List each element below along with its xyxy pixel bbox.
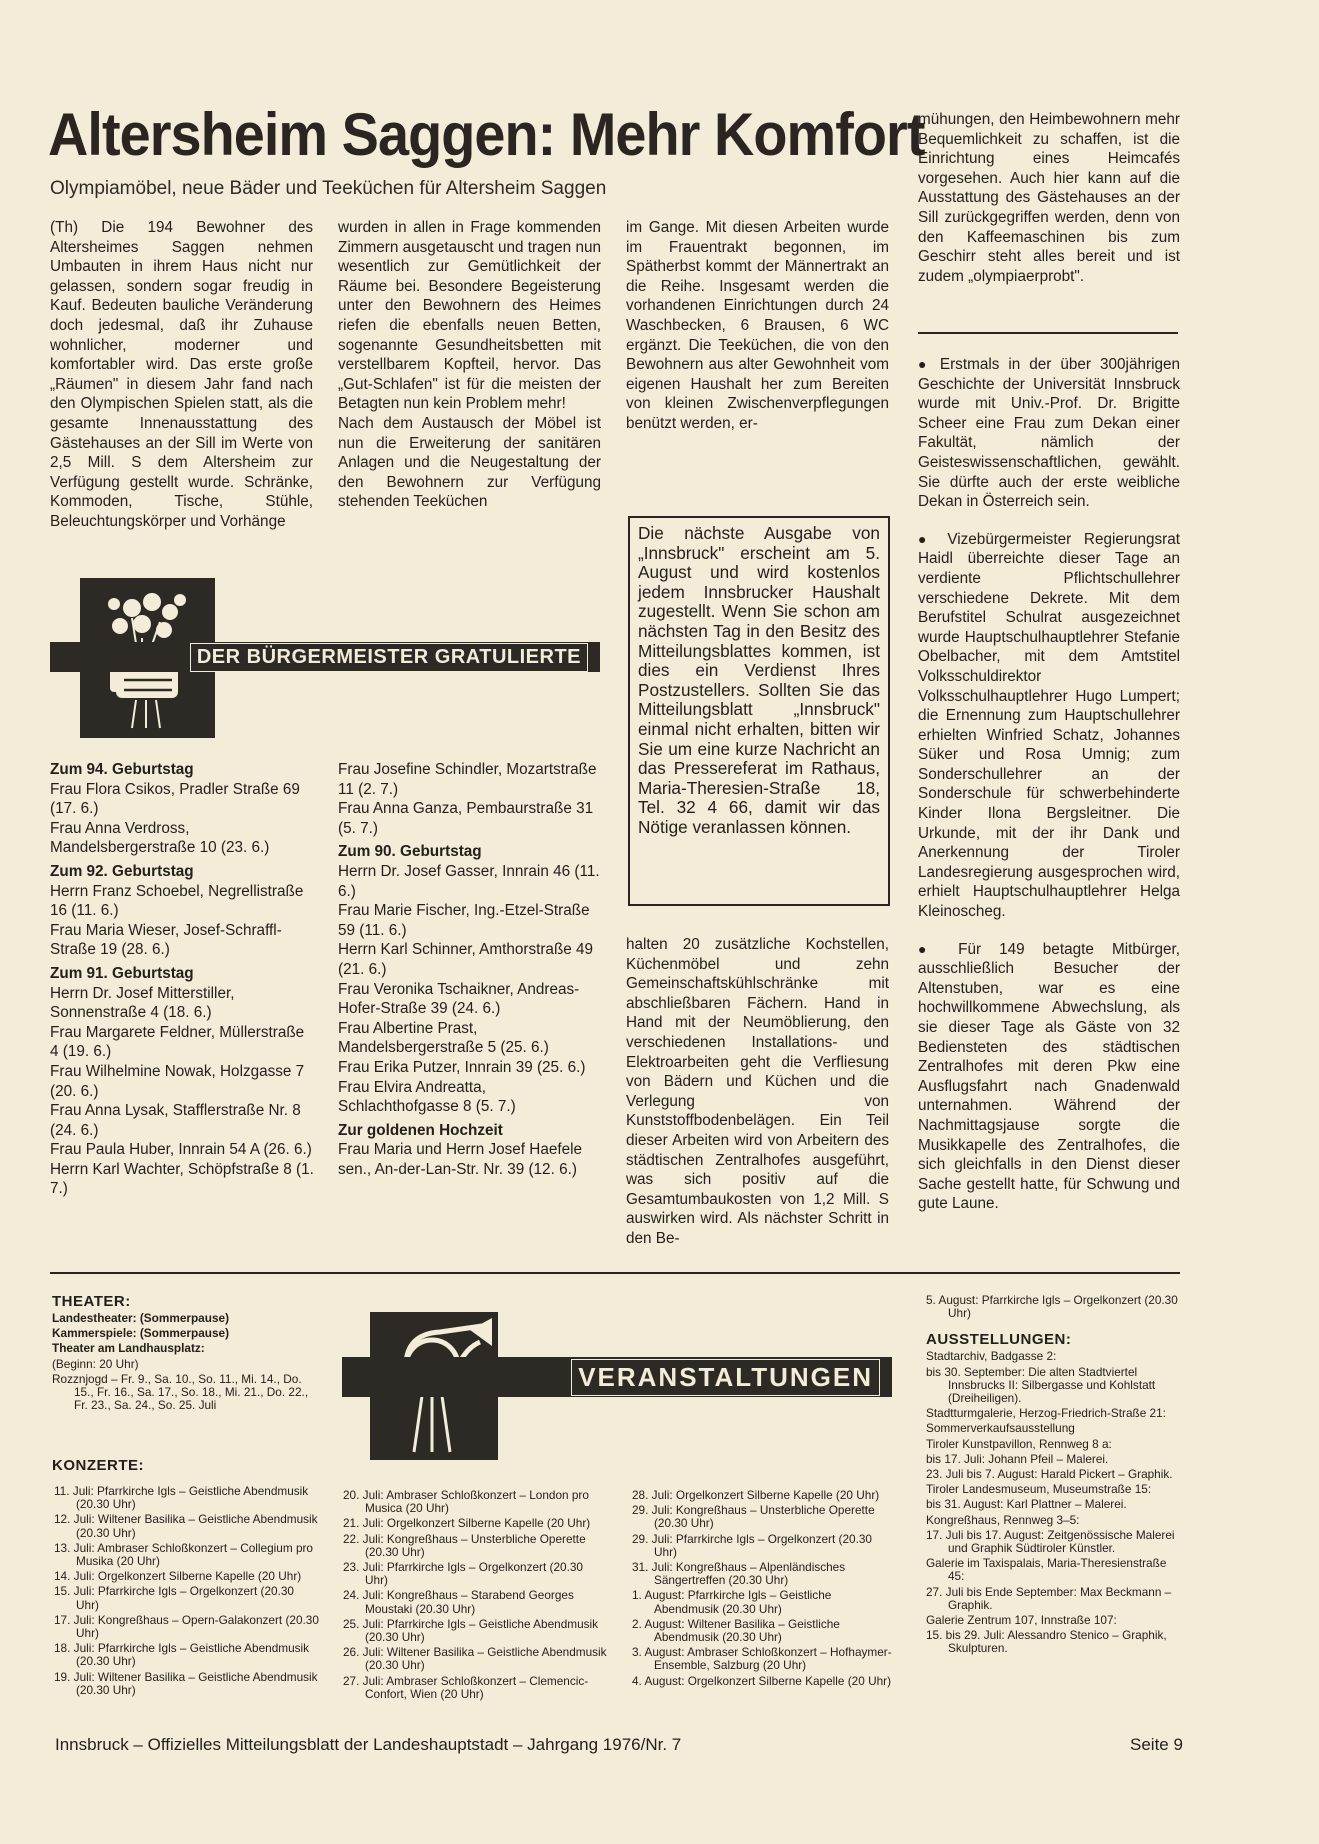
list-item: Frau Albertine Prast, Mandelsbergerstraße 5 (25. 6.) xyxy=(338,1019,549,1057)
event-item: 17. Juli bis 17. August: Zeitgenössische Malerei und Graphik Südtiroler Künstler. xyxy=(926,1527,1175,1556)
bullet-icon: ● xyxy=(918,940,959,957)
event-item: 13. Juli: Ambraser Schloßkonzert – Collegium pro Musika (20 Uhr) xyxy=(54,1540,313,1569)
event-item: Rozznjogd – Fr. 9., Sa. 10., So. 11., Mi. 14., Do. 15., Fr. 16., Sa. 17., So. 18., Mi. 21., Do. 22., Fr. 23., Sa. 24., So. 25. Juli xyxy=(52,1371,309,1413)
event-item: 26. Juli: Wiltener Basilika – Geistliche Abendmusik (20.30 Uhr) xyxy=(343,1645,607,1673)
bullet-icon: ● xyxy=(918,356,940,372)
list-item: Frau Erika Putzer, Innrain 39 (25. 6.) xyxy=(338,1058,586,1076)
events-col-4 xyxy=(926,1294,1182,1658)
subheadline: Olympiamöbel, neue Bäder und Teeküchen für Altersheim Saggen xyxy=(50,178,607,199)
list-heading: Zur goldenen Hochzeit xyxy=(338,1121,503,1139)
event-item: 12. Juli: Wiltener Basilika – Geistliche Abendmusik (20.30 Uhr) xyxy=(54,1512,318,1540)
event-item: 27. Juli bis Ende September: Max Beckmann – Graphik. xyxy=(926,1584,1172,1612)
list-item: Herrn Dr. Josef Gasser, Innrain 46 (11. 6.) xyxy=(338,862,600,900)
list-item: Frau Veronika Tschaikner, Andreas-Hofer-Straße 39 (24. 6.) xyxy=(338,980,580,1018)
footer: Innsbruck – Offizielles Mitteilungsblatt der Landeshauptstadt – Jahrgang 1976/Nr. 7 xyxy=(55,1735,682,1754)
event-item: 31. Juli: Kongreßhaus – Alpenländisches Sängertreffen (20.30 Uhr) xyxy=(632,1560,846,1588)
event-item: Sommerverkaufsausstellung xyxy=(926,1421,1075,1436)
news-item: ● Vizebürgermeister Regierungsrat Haidl überreichte dieser Tage an verdiente Pflichtschullehrer verschiedene Dekrete. Mit dem Berufstitel Schulrat ausgezeichnet wurde Hauptschulhauptlehrer Stefanie Obelbacher, mit dem Amtstitel Volksschuldirektor Volksschulhauptlehrer Hugo Lumpert; die Ernennung zum Hauptschullehrer erhielten Winfried Schatz, Johannes Süker und Rosa Umnig; zum Sonderschullehrer an der Sonderschule für schwerbehinderte Kinder Ilona Bergsleitner. Die Urkunde, mit der ihr Dank und Anerkennung der Tiroler Landesregierung ausgesprochen wird, erhielt Hauptschulhauptlehrer Helga Kleinoscheg. xyxy=(918,530,1180,921)
event-item: Theater am Landhausplatz: xyxy=(52,1341,205,1356)
event-item: 2. August: Wiltener Basilika – Geistliche Abendmusik (20.30 Uhr) xyxy=(632,1616,840,1645)
event-item: 3. August: Ambraser Schloßkonzert – Hofhaymer-Ensemble, Salzburg (20 Uhr) xyxy=(632,1645,892,1673)
list-item: Herrn Karl Schinner, Amthorstraße 49 (21. 6.) xyxy=(338,941,594,978)
article-paragraph: halten 20 zusätzliche Kochstellen, Küchenmöbel und zehn Gemeinschaftskühlschränke mit abschließbaren Fächern. Hand in Hand mit der Neumöblierung, den verschiedenen Installations- und Elektroarbeiten geht die Verfliesung von Bädern und Küchen und die Verlegung von Kunststoffbodenbelägen. Ein Teil dieser Arbeiten wird von Arbeitern des städtischen Zentralhofes ausgeführt, was sich positiv auf die Gesamtumbaukosten von 1,2 Mill. S auswirken wird. Als nächster Schritt in den Be- xyxy=(626,936,889,1247)
divider xyxy=(918,332,1178,334)
gratulation-list-1 xyxy=(50,760,314,1199)
event-item: 23. Juli: Pfarrkirche Igls – Orgelkonzert (20.30 Uhr) xyxy=(343,1560,583,1588)
event-item: Kammerspiele: (Sommerpause) xyxy=(52,1326,230,1341)
article-paragraph: Nach dem Austausch der Möbel ist nun die Erweiterung der sanitären Anlagen und die Neugestaltung der den Bewohnern zur Verfügung stehenden Teeküchen xyxy=(338,414,601,511)
event-item: 28. Juli: Orgelkonzert Silberne Kapelle (20 Uhr) xyxy=(632,1488,880,1502)
article-col-2 xyxy=(338,218,601,512)
event-item: 23. Juli bis 7. August: Harald Pickert – Graphik. xyxy=(926,1467,1173,1482)
list-heading: Zum 90. Geburtstag xyxy=(338,843,482,861)
list-item: Frau Maria Wieser, Josef-Schraffl-Straße 19 (28. 6.) xyxy=(50,921,282,959)
event-item: 21. Juli: Orgelkonzert Silberne Kapelle (20 Uhr) xyxy=(343,1516,591,1531)
gratulation-list-2 xyxy=(338,760,602,1179)
event-item: Tiroler Landesmuseum, Museumstraße 15: xyxy=(926,1482,1152,1497)
list-heading: Zum 92. Geburtstag xyxy=(50,862,194,880)
event-item: (Beginn: 20 Uhr) xyxy=(52,1356,139,1371)
list-item: Frau Anna Verdross, Mandelsbergerstraße 10 (23. 6.) xyxy=(50,819,270,857)
event-item: 27. Juli: Ambraser Schloßkonzert – Clemencic-Confort, Wien (20 Uhr) xyxy=(343,1673,589,1701)
event-item: 15. bis 29. Juli: Alessandro Stenico – Graphik, Skulpturen. xyxy=(926,1628,1167,1656)
list-item: Frau Margarete Feldner, Müllerstraße 4 (19. 6.) xyxy=(50,1023,305,1061)
article-col-1 xyxy=(50,218,313,532)
event-item: bis 31. August: Karl Plattner – Malerei. xyxy=(926,1497,1127,1512)
article-paragraph: wurden in allen in Frage kommenden Zimmern ausgetauscht und tragen nun wesentlich zur Gemütlichkeit der Räume bei. Besondere Begeisterung unter den Bewohnern des Heimes riefen die ebenfalls neuen Betten, sogenannte Gesundheitsbetten mit verstellbarem Kopfteil, hervor. Das „Gut-Schlafen" ist für die meisten der Betagten nun kein Problem mehr! xyxy=(338,219,601,413)
article-col-4 xyxy=(918,110,1180,286)
event-item: bis 17. Juli: Johann Pfeil – Malerei. xyxy=(926,1451,1109,1466)
list-item: Frau Paula Huber, Innrain 54 A (26. 6.) xyxy=(50,1141,312,1159)
events-banner xyxy=(342,1312,892,1460)
event-item: Stadtturmgalerie, Herzog-Friedrich-Straße 21: xyxy=(926,1406,1166,1421)
list-item: Herrn Dr. Josef Mitterstiller, Sonnenstraße 4 (18. 6.) xyxy=(50,984,235,1022)
article-col-3-continued xyxy=(626,935,889,1249)
article-paragraph: (Th) Die 194 Bewohner des Altersheimes Saggen nehmen Umbauten in ihrem Haus nicht nur gelassen, sondern sogar freudig in Kauf. Bedeuten bauliche Veränderung doch jedesmal, daß ihr Zuhause wohnlicher, moderner und komfortabler wird. Das erste große „Räumen" in diesem Jahr fand nach den Olympischen Spielen statt, als die gesamte Innenausstattung des Gästehauses an der Sill im Werte von 2,5 Mill. S dem Altersheim zur Verfügung gestellt wurde. Schränke, Kommoden, Tische, Stühle, Beleuchtungskörper und Vorhänge xyxy=(50,219,313,530)
list-item: Frau Anna Ganza, Pembaurstraße 31 (5. 7.) xyxy=(338,800,594,837)
bullet-icon: ● xyxy=(918,530,948,547)
concerts-col-3 xyxy=(632,1489,897,1690)
event-item: 22. Juli: Kongreßhaus – Unsterbliche Operette (20.30 Uhr) xyxy=(343,1531,586,1559)
concerts-heading-wrap xyxy=(52,1456,322,1476)
list-heading: Zum 94. Geburtstag xyxy=(50,761,194,778)
list-item: Frau Flora Csikos, Pradler Straße 69 (17. 6.) xyxy=(50,780,300,818)
concerts-heading: KONZERTE: xyxy=(52,1457,144,1474)
event-item: Galerie Zentrum 107, Innstraße 107: xyxy=(926,1613,1117,1628)
list-item: Frau Wilhelmine Nowak, Holzgasse 7 (20. 6.) xyxy=(50,1062,305,1100)
event-item: Galerie im Taxispalais, Maria-Theresienstraße 45: xyxy=(926,1556,1167,1584)
event-item: Landestheater: (Sommerpause) xyxy=(52,1311,229,1325)
events-title: VERANSTALTUNGEN xyxy=(342,1357,892,1397)
list-item: Frau Anna Lysak, Stafflerstraße Nr. 8 (24. 6.) xyxy=(50,1102,301,1139)
exhibitions-heading: AUSSTELLUNGEN: xyxy=(926,1331,1072,1349)
gratulation-title: DER BÜRGERMEISTER GRATULIERTE xyxy=(50,642,600,672)
news-item: ● Erstmals in der über 300jährigen Geschichte der Universität Innsbruck wurde mit Univ.-Prof. Dr. Brigitte Scheer eine Frau zum Dekan einer Fakultät, nämlich der Geisteswissenschaftlichen, gewählt. Sie dürfte auch der erste weibliche Dekan in Österreich sein. xyxy=(918,356,1180,511)
event-item: 11. Juli: Pfarrkirche Igls – Geistliche Abendmusik (20.30 Uhr) xyxy=(54,1484,309,1512)
list-item: Herrn Franz Schoebel, Negrellistraße 16 (11. 6.) xyxy=(50,882,304,920)
theater-section xyxy=(52,1292,322,1414)
event-item: 29. Juli: Kongreßhaus – Unsterbliche Operette (20.30 Uhr) xyxy=(632,1503,875,1531)
event-item: bis 30. September: Die alten Stadtviertel Innsbrucks II: Silbergasse und Kohlstatt (Dreiheiligen). xyxy=(926,1364,1156,1406)
news-item: ● Für 149 betagte Mitbürger, ausschließlich Besucher der Altenstuben, war es eine hochwillkommene Abwechslung, als sie dieser Tage als Gäste von 32 Bediensteten des städtischen Zentralhofes mit deren Pkw eine Ausflugsfahrt nach Gnadenwald unternahmen. Während der Nachmittagsjause sorgte die Musikkapelle des Zentralhofes, die sich gleichfalls in den Dienst dieser Sache gestellt hatte, für Schwung und gute Laune. xyxy=(918,940,1180,1213)
news-column xyxy=(918,355,1180,1214)
concerts-col-2 xyxy=(343,1489,608,1703)
event-item: Tiroler Kunstpavillon, Rennweg 8 a: xyxy=(926,1436,1112,1451)
gratulation-banner xyxy=(50,578,600,738)
page-number: Seite 9 xyxy=(1130,1735,1183,1754)
list-item: Frau Elvira Andreatta, Schlachthofgasse 8 (5. 7.) xyxy=(338,1078,516,1116)
headline: Altersheim Saggen: Mehr Komfort xyxy=(48,101,925,168)
event-item: 15. Juli: Pfarrkirche Igls – Orgelkonzert (20.30 Uhr) xyxy=(54,1584,294,1612)
list-item: Frau Maria und Herrn Josef Haefele sen., An-der-Lan-Str. Nr. 39 (12. 6.) xyxy=(338,1141,583,1178)
event-item: 5. August: Pfarrkirche Igls – Orgelkonzert (20.30 Uhr) xyxy=(926,1293,1178,1321)
event-item: Stadtarchiv, Badgasse 2: xyxy=(926,1349,1057,1364)
event-item: 25. Juli: Pfarrkirche Igls – Geistliche Abendmusik (20.30 Uhr) xyxy=(343,1616,599,1645)
section-divider xyxy=(50,1272,1180,1274)
theater-heading: THEATER: xyxy=(52,1293,131,1310)
list-item: Frau Marie Fischer, Ing.-Etzel-Straße 59 (11. 6.) xyxy=(338,902,590,939)
event-item: 14. Juli: Orgelkonzert Silberne Kapelle (20 Uhr) xyxy=(54,1569,302,1584)
event-item: 20. Juli: Ambraser Schloßkonzert – London pro Musica (20 Uhr) xyxy=(343,1488,589,1516)
event-item: 17. Juli: Kongreßhaus – Opern-Galakonzert (20.30 Uhr) xyxy=(54,1612,319,1641)
event-item: 1. August: Pfarrkirche Igls – Geistliche Abendmusik (20.30 Uhr) xyxy=(632,1588,832,1616)
event-item: 4. August: Orgelkonzert Silberne Kapelle (20 Uhr) xyxy=(632,1673,892,1688)
article-col-3 xyxy=(626,218,889,434)
event-item: 18. Juli: Pfarrkirche Igls – Geistliche Abendmusik (20.30 Uhr) xyxy=(54,1641,310,1669)
list-item: Herrn Karl Wachter, Schöpfstraße 8 (1. 7.) xyxy=(50,1160,314,1198)
list-item: Frau Josefine Schindler, Mozartstraße 11 (2. 7.) xyxy=(338,761,597,798)
event-item: Kongreßhaus, Rennweg 3–5: xyxy=(926,1512,1080,1527)
concerts-col-1 xyxy=(54,1485,319,1699)
event-item: 19. Juli: Wiltener Basilika – Geistliche Abendmusik (20.30 Uhr) xyxy=(54,1669,318,1697)
article-paragraph: im Gange. Mit diesen Arbeiten wurde im Frauentrakt begonnen, im Spätherbst kommt der Männertrakt an die Reihe. Insgesamt werden die vorhandenen Einrichtungen durch 24 Waschbecken, 6 Brausen, 6 WC ergänzt. Die Teeküchen, die von den Bewohnern aus alter Gewohnheit vom eigenen Haushalt her zum Bereiten von kleinen Zwischenverpflegungen benützt werden, er- xyxy=(626,219,889,432)
event-item: 24. Juli: Kongreßhaus – Starabend Georges Moustaki (20.30 Uhr) xyxy=(343,1588,574,1616)
list-heading: Zum 91. Geburtstag xyxy=(50,964,194,982)
notice-box: Die nächste Ausgabe von „Innsbruck" erscheint am 5. August und wird kostenlos jedem Innsbrucker Haushalt zugestellt. Wenn Sie schon am nächsten Tag in den Besitz des Mitteilungsblattes kommen, ist dies ein Verdienst Ihres Postzustellers. Sollten Sie das Mitteilungsblatt „Innsbruck" einmal nicht erhalten, bitten wir Sie um eine kurze Nachricht an das Pressereferat im Rathaus, Maria-Theresien-Straße 18, Tel. 32 4 66, damit wir das Nötige veranlassen können. xyxy=(628,516,890,906)
event-item: 29. Juli: Pfarrkirche Igls – Orgelkonzert (20.30 Uhr) xyxy=(632,1531,872,1559)
article-paragraph: mühungen, den Heimbewohnern mehr Bequemlichkeit zu schaffen, ist die Einrichtung eines Heimcafés vorgesehen. Auch hier kann auf die Ausstattung des Gästehauses an der Sill zurückgegriffen werden, denn von den Kaffeemaschinen bis zum Geschirr steht alles bereit und ist zudem „olympiaerprobt". xyxy=(918,111,1180,285)
